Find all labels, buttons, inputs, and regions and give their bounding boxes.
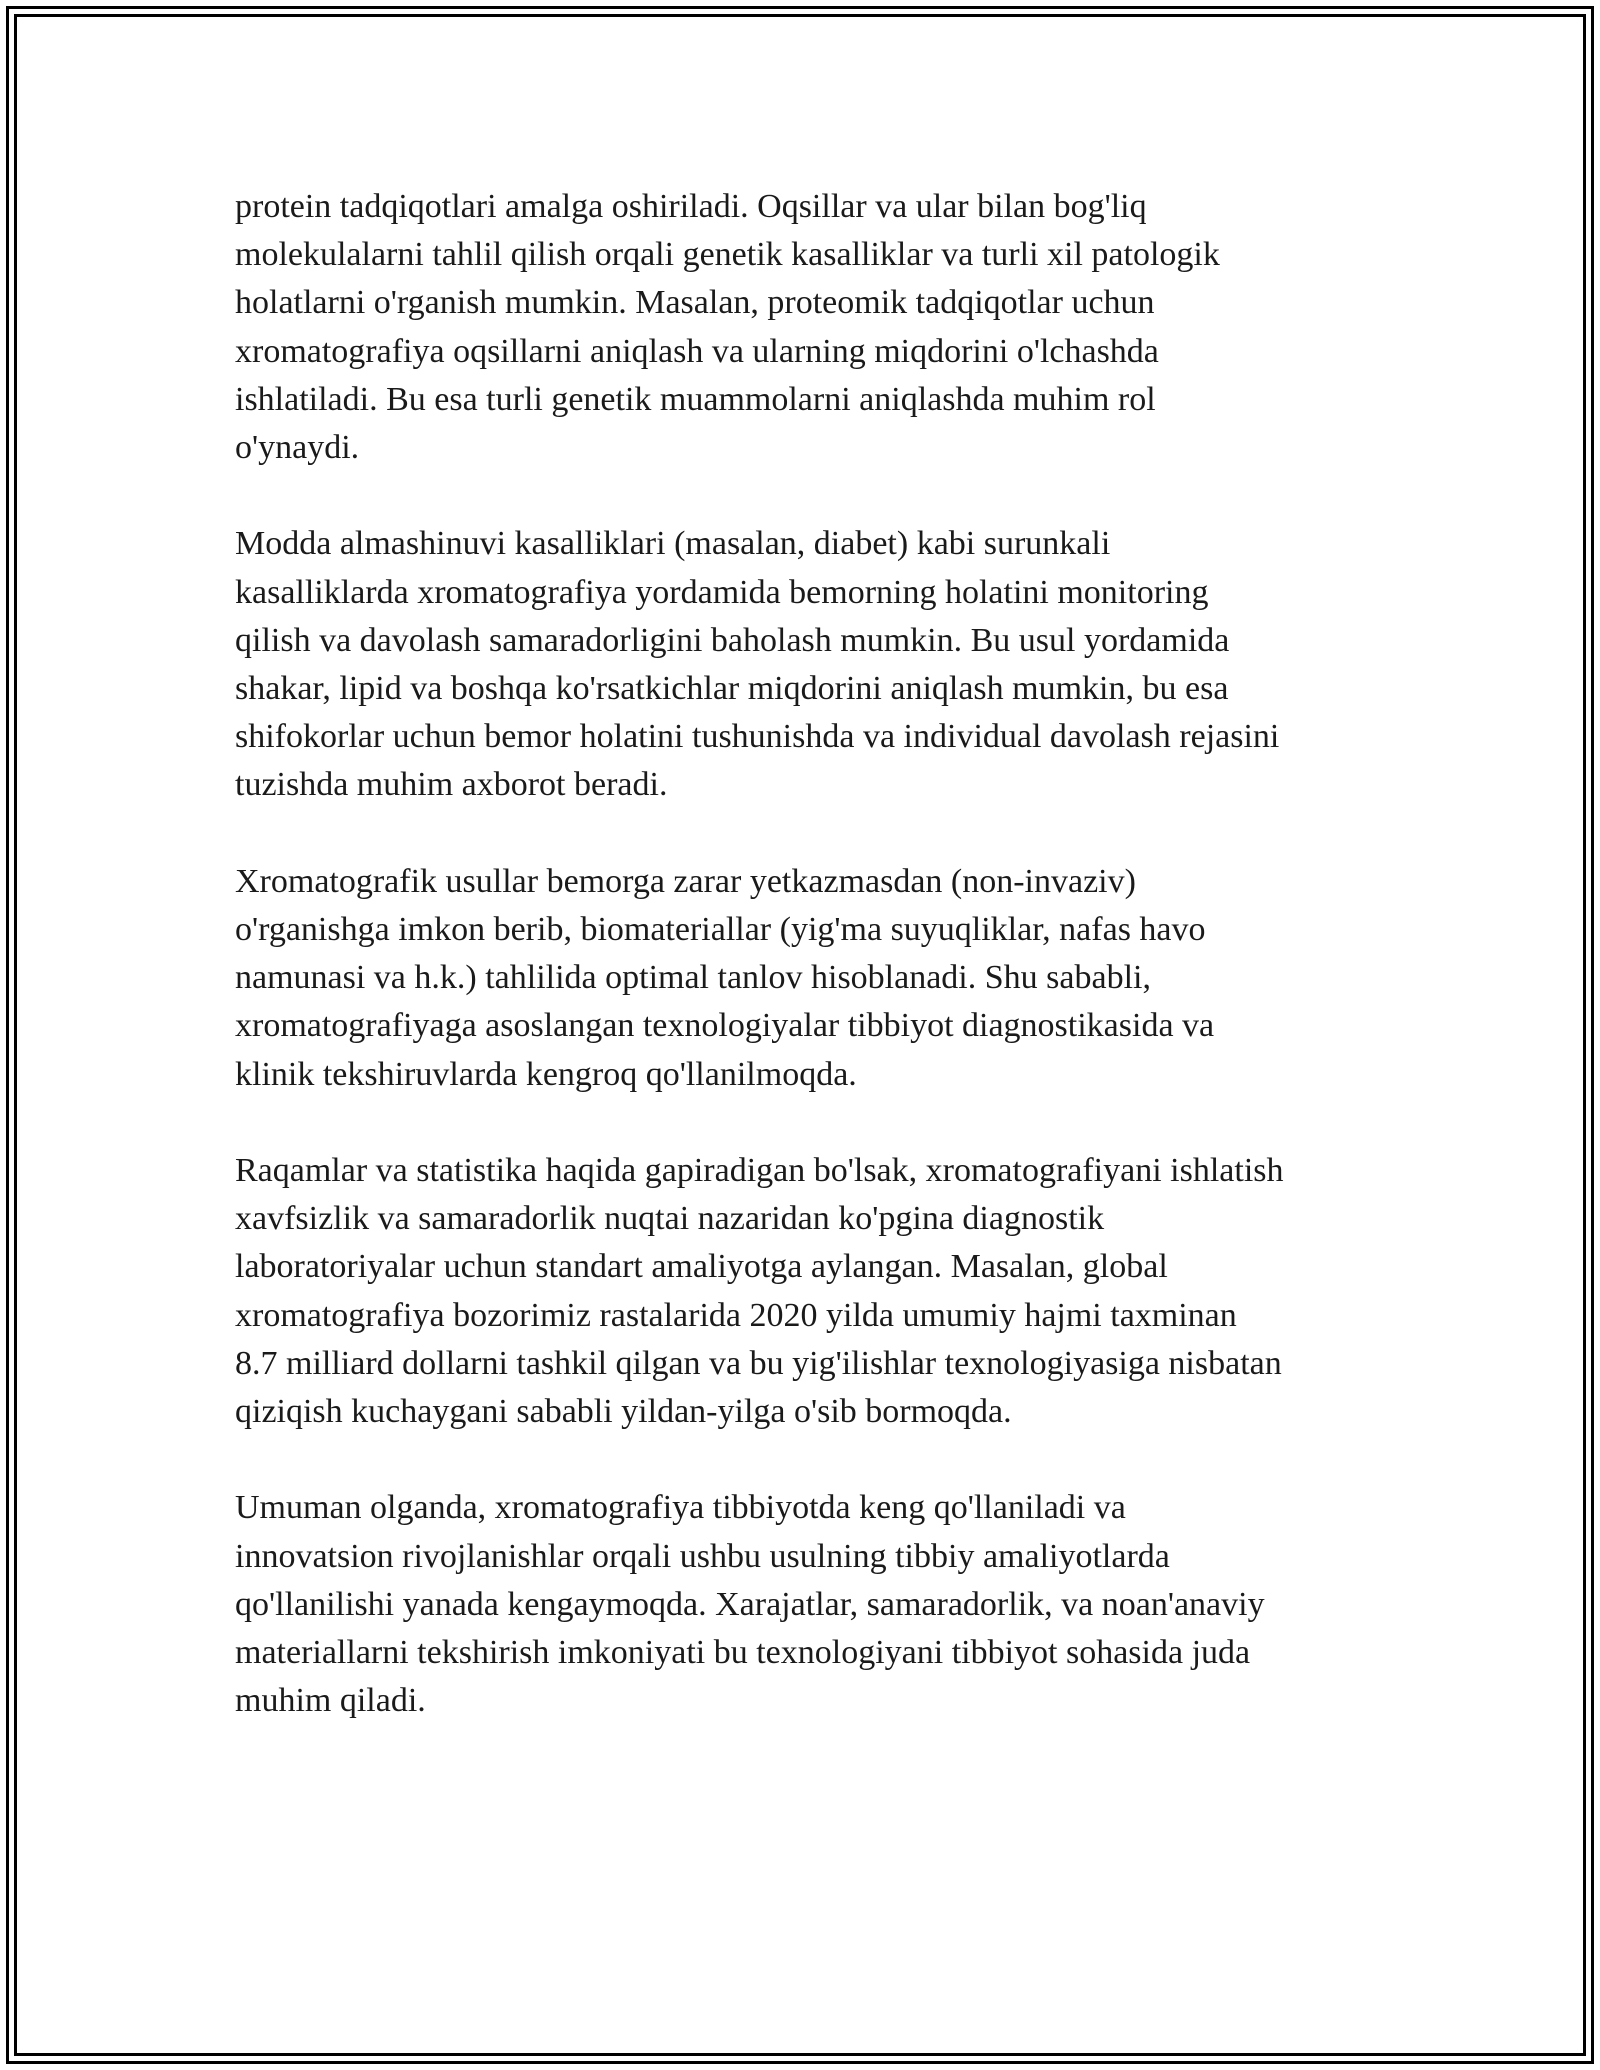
text-line: holatlarni o'rganish mumkin. Masalan, proteomik tadqiqotlar uchun (235, 284, 1155, 322)
text-line: xromatografiya bozorimiz rastalarida 2020 yilda umumiy hajmi taxminan (235, 1296, 1237, 1334)
text-line: shakar, lipid va boshqa ko'rsatkichlar miqdorini aniqlash mumkin, bu esa (235, 670, 1229, 708)
text-line: qiziqish kuchaygani sababli yildan-yilga o'sib bormoqda. (235, 1393, 1012, 1431)
text-line: Modda almashinuvi kasalliklari (masalan, diabet) kabi surunkali (235, 525, 1111, 563)
document-body (235, 183, 1395, 1774)
text-line: Xromatografik usullar bemorga zarar yetkazmasdan (non-invaziv) (235, 862, 1136, 900)
text-line: xromatografiyaga asoslangan texnologiyalar tibbiyot diagnostikasida va (235, 1007, 1215, 1045)
paragraph-4 (235, 1147, 1395, 1436)
text-line: ishlatiladi. Bu esa turli genetik muammolarni aniqlashda muhim rol (235, 380, 1156, 418)
text-line: materiallarni tekshirish imkoniyati bu texnologiyani tibbiyot sohasida juda (235, 1634, 1251, 1672)
paragraph-2 (235, 520, 1395, 809)
text-line: Raqamlar va statistika haqida gapiradigan bo'lsak, xromatografiyani ishlatish (235, 1152, 1284, 1190)
text-line: protein tadqiqotlari amalga oshiriladi. Oqsillar va ular bilan bog'liq (235, 188, 1147, 225)
paragraph-1 (235, 183, 1395, 472)
text-line: innovatsion rivojlanishlar orqali ushbu usulning tibbiy amaliyotlarda (235, 1537, 1170, 1575)
text-line: o'rganishga imkon berib, biomateriallar (yig'ma suyuqliklar, nafas havo (235, 911, 1206, 949)
text-line: muhim qiladi. (235, 1682, 426, 1720)
text-line: laboratoriyalar uchun standart amaliyotga aylangan. Masalan, global (235, 1248, 1168, 1286)
text-line: molekulalarni tahlil qilish orqali genetik kasalliklar va turli xil patologik (235, 236, 1220, 274)
text-line: xavfsizlik va samaradorlik nuqtai nazaridan ko'pgina diagnostik (235, 1200, 1105, 1238)
paragraph-5 (235, 1484, 1395, 1725)
text-line: tuzishda muhim axborot beradi. (235, 766, 668, 804)
text-line: o'ynaydi. (235, 429, 360, 467)
text-line: namunasi va h.k.) tahlilida optimal tanlov hisoblanadi. Shu sababli, (235, 959, 1151, 997)
text-line: 8.7 milliard dollarni tashkil qilgan va bu yig'ilishlar texnologiyasiga nisbatan (235, 1344, 1282, 1382)
text-line: klinik tekshiruvlarda kengroq qo'llanilmoqda. (235, 1055, 857, 1093)
text-line: kasalliklarda xromatografiya yordamida bemorning holatini monitoring (235, 573, 1209, 611)
text-line: qo'llanilishi yanada kengaymoqda. Xarajatlar, samaradorlik, va noan'anaviy (235, 1585, 1265, 1623)
text-line: Umuman olganda, xromatografiya tibbiyotda keng qo'llaniladi va (235, 1489, 1126, 1527)
text-line: qilish va davolash samaradorligini baholash mumkin. Bu usul yordamida (235, 621, 1230, 659)
text-line: xromatografiya oqsillarni aniqlash va ularning miqdorini o'lchashda (235, 332, 1159, 370)
paragraph-3 (235, 858, 1395, 1099)
text-line: shifokorlar uchun bemor holatini tushunishda va individual davolash rejasini (235, 718, 1280, 756)
